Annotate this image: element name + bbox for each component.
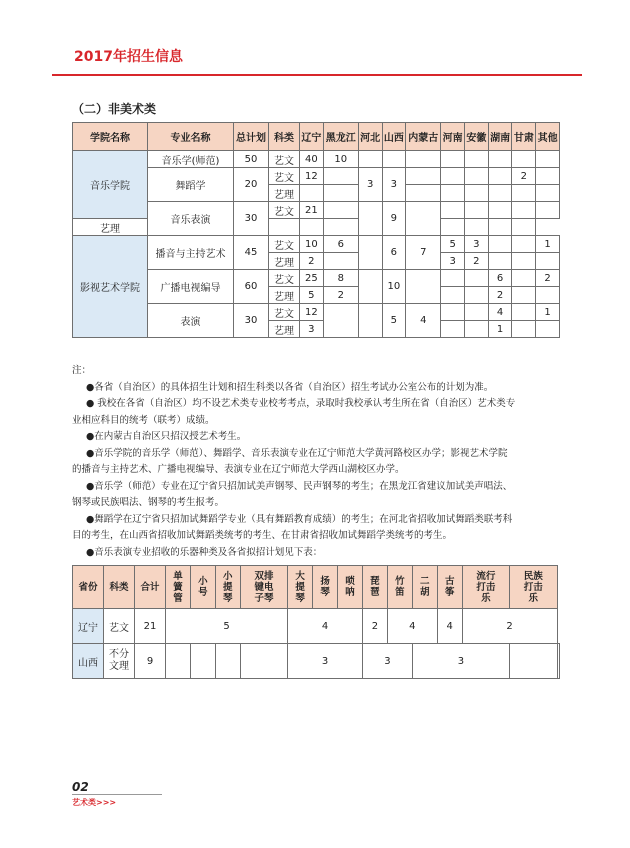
- cell: [465, 304, 489, 321]
- cell: [536, 202, 560, 219]
- cell: [240, 644, 287, 679]
- cell: 10: [323, 151, 358, 168]
- major-cell: 音乐表演: [148, 202, 234, 236]
- cell: [488, 253, 512, 270]
- province-cell: 辽宁: [73, 609, 104, 644]
- cell: 3: [465, 236, 489, 253]
- cell: [358, 202, 382, 236]
- cell: [488, 202, 512, 219]
- group-cell: 4: [288, 609, 363, 644]
- col-yangqin: 扬 琴: [313, 566, 338, 609]
- cell: 5: [300, 287, 324, 304]
- total-cell: 20: [234, 168, 269, 202]
- table-row: [73, 219, 560, 236]
- col-violin: 小 提 琴: [215, 566, 240, 609]
- note-6a: ●舞蹈学在辽宁省只招加试舞蹈学专业（具有舞蹈教育成绩）的考生；在河北省招收加试舞蹈类联考科: [86, 513, 513, 525]
- cell: [300, 219, 324, 236]
- total-cell: 60: [234, 270, 269, 304]
- col-henan: 河南: [441, 123, 465, 151]
- cell: 10: [382, 270, 406, 304]
- total-cell: 45: [234, 236, 269, 270]
- note-1: ●各省（自治区）的具体招生计划和招生科类以各省（自治区）招生考试办公室公布的计划为准。: [86, 381, 494, 393]
- cell: [488, 185, 512, 202]
- cell: 2: [536, 270, 560, 287]
- cell: 9: [382, 202, 406, 236]
- cell: [465, 287, 489, 304]
- note-7: ●音乐表演专业招收的乐器种类及各省拟招计划见下表：: [86, 546, 323, 558]
- notes-label: 注：: [72, 365, 92, 376]
- note-4a: ●音乐学院的音乐学（师范）、舞蹈学、音乐表演专业在辽宁师范大学黄河路校区办学；影视艺术学院: [86, 447, 508, 459]
- col-category: 科类: [104, 566, 135, 609]
- cell: 21: [300, 202, 324, 219]
- group-cell: 3: [412, 644, 509, 679]
- major-cell: 广播电视编导: [148, 270, 234, 304]
- cell: [406, 151, 441, 168]
- cell: [358, 270, 382, 304]
- plan-table: [72, 122, 560, 338]
- category-cell: 艺文: [269, 151, 300, 168]
- cell: [465, 270, 489, 287]
- note-5a: ●音乐学（师范）专业在辽宁省只招加试美声钢琴、民声钢琴的考生；在黑龙江省建议加试美声唱法、: [86, 480, 513, 492]
- cell: [441, 202, 465, 219]
- group-cell: 5: [166, 609, 288, 644]
- category-cell: 不分 文理: [104, 644, 135, 679]
- cell: 2: [512, 168, 536, 185]
- col-anhui: 安徽: [465, 123, 489, 151]
- college-film: 影视艺术学院: [73, 236, 148, 338]
- category-cell: 艺文: [104, 609, 135, 644]
- cell: [406, 185, 441, 202]
- cell: [441, 185, 465, 202]
- cell: 3: [382, 168, 406, 202]
- cell: [406, 270, 441, 304]
- col-category: 科类: [269, 123, 300, 151]
- cell: 12: [300, 304, 324, 321]
- cell: [382, 151, 406, 168]
- cell: 5: [382, 304, 406, 338]
- cell: [536, 287, 560, 304]
- col-pipa: 琵 琶: [362, 566, 387, 609]
- cell: [358, 236, 382, 270]
- major-cell: 舞蹈学: [148, 168, 234, 202]
- cell: 7: [406, 236, 441, 270]
- group-cell: 4: [387, 609, 437, 644]
- category-cell: 艺理: [269, 287, 300, 304]
- col-hunan: 湖南: [488, 123, 512, 151]
- col-suona: 唢 呐: [338, 566, 363, 609]
- note-4b: 的播音与主持艺术、广播电视编导、表演专业在辽宁师范大学西山湖校区办学。: [72, 464, 405, 475]
- col-neimenggu: 内蒙古: [406, 123, 441, 151]
- cell: 8: [323, 270, 358, 287]
- cell: [358, 304, 382, 338]
- major-cell: 音乐学(师范): [148, 151, 234, 168]
- table-header-row: [73, 566, 560, 609]
- col-electone: 双排 键电 子琴: [240, 566, 287, 609]
- col-guzheng: 古 筝: [437, 566, 462, 609]
- cell: [512, 270, 536, 287]
- cell: 2: [465, 253, 489, 270]
- header-rule: [52, 74, 582, 76]
- col-gansu: 甘肃: [512, 123, 536, 151]
- cell: [512, 304, 536, 321]
- col-cello: 大 提 琴: [288, 566, 313, 609]
- cell: 2: [362, 609, 387, 644]
- page-header: [52, 46, 582, 76]
- cell: [441, 168, 465, 185]
- col-hebei: 河北: [358, 123, 382, 151]
- cell: [323, 304, 358, 338]
- cell: [269, 219, 300, 236]
- category-cell: 艺文: [269, 168, 300, 185]
- cell: [441, 270, 465, 287]
- category-cell: 艺理: [269, 253, 300, 270]
- cell: 4: [488, 304, 512, 321]
- cell: [406, 202, 441, 236]
- cell: 12: [300, 168, 324, 185]
- col-erhu: 二 胡: [412, 566, 437, 609]
- major-cell: 表演: [148, 304, 234, 338]
- footer-rule: [72, 794, 162, 795]
- cell: [465, 151, 489, 168]
- cell: [488, 236, 512, 253]
- col-total: 总计划: [234, 123, 269, 151]
- cell: 6: [323, 236, 358, 253]
- cell: [441, 219, 465, 236]
- col-clarinet: 单 簧 管: [166, 566, 191, 609]
- category-cell: 艺文: [269, 270, 300, 287]
- col-liaoning: 辽宁: [300, 123, 324, 151]
- cell: 3: [441, 253, 465, 270]
- table-row: [73, 644, 560, 679]
- col-trumpet: 小 号: [190, 566, 215, 609]
- notes: [72, 363, 564, 561]
- cell: [536, 185, 560, 202]
- col-college: 学院名称: [73, 123, 148, 151]
- cell: [536, 321, 560, 338]
- cell: [441, 304, 465, 321]
- total-cell: 50: [234, 151, 269, 168]
- cell: [465, 219, 489, 236]
- cell: [441, 151, 465, 168]
- cell: [215, 644, 240, 679]
- cell: [358, 151, 382, 168]
- cell: [536, 253, 560, 270]
- col-folk-percussion: 民族 打击 乐: [510, 566, 557, 609]
- category-cell: 艺理: [73, 219, 148, 236]
- cell: [323, 202, 358, 219]
- cell: [406, 168, 441, 185]
- cell: [465, 321, 489, 338]
- cell: [323, 168, 358, 185]
- note-2b: 业相应科目的统考（联考）成绩。: [72, 414, 215, 426]
- cell: [323, 253, 358, 270]
- college-music: 音乐学院: [73, 151, 148, 219]
- note-5b: 钢琴或民族唱法、钢琴的考生报考。: [72, 497, 225, 508]
- category-cell: 艺文: [269, 202, 300, 219]
- cell: 4: [406, 304, 441, 338]
- major-cell: 播音与主持艺术: [148, 236, 234, 270]
- col-shanxi: 山西: [382, 123, 406, 151]
- cell: [512, 287, 536, 304]
- group-cell: 3: [362, 644, 412, 679]
- instrument-table: [72, 565, 560, 679]
- table-row: [73, 609, 560, 644]
- cell: [536, 168, 560, 185]
- col-dizi: 竹 笛: [387, 566, 412, 609]
- cell: [488, 151, 512, 168]
- cell: [512, 185, 536, 202]
- cell: [510, 644, 557, 679]
- cell: 3: [358, 168, 382, 202]
- table-row: [73, 236, 560, 253]
- note-6b: 目的考生，在山西省招收加试舞蹈类统考的考生、在甘肃省招收加试舞蹈学类统考的考生。: [72, 530, 453, 541]
- cell: [441, 287, 465, 304]
- cell: 2: [323, 287, 358, 304]
- category-cell: 艺文: [269, 236, 300, 253]
- cell: [300, 185, 324, 202]
- cell: [465, 202, 489, 219]
- cell: 2: [300, 253, 324, 270]
- cell: [512, 219, 536, 236]
- note-2a: ● 我校在各省（自治区）均不设艺术类专业校考考点，录取时我校承认考生所在省（自治区）艺术类专: [86, 398, 516, 409]
- category-cell: 艺理: [269, 185, 300, 202]
- note-3: ●在内蒙古自治区只招汉授艺术考生。: [86, 431, 247, 442]
- province-cell: 山西: [73, 644, 104, 679]
- cell: [512, 321, 536, 338]
- cell: [190, 644, 215, 679]
- cell: [512, 253, 536, 270]
- cell: 1: [488, 321, 512, 338]
- cell: [512, 202, 536, 219]
- section-title: （二）非美术类: [72, 102, 157, 116]
- cell: [465, 185, 489, 202]
- cell: [488, 219, 512, 236]
- cell: 40: [300, 151, 324, 168]
- cell: 6: [488, 270, 512, 287]
- col-heilongjiang: 黑龙江: [323, 123, 358, 151]
- cell: 6: [382, 236, 406, 270]
- total-cell: 30: [234, 202, 269, 236]
- cell: [465, 168, 489, 185]
- category-cell: 艺理: [269, 321, 300, 338]
- col-total: 合计: [135, 566, 166, 609]
- cell: [488, 168, 512, 185]
- col-major: 专业名称: [148, 123, 234, 151]
- group-cell: 2: [462, 609, 557, 644]
- cell: [512, 236, 536, 253]
- total-cell: 30: [234, 304, 269, 338]
- col-province: 省份: [73, 566, 104, 609]
- cell: 1: [536, 236, 560, 253]
- cell: [166, 644, 191, 679]
- cell: 3: [300, 321, 324, 338]
- total-cell: 9: [135, 644, 166, 679]
- page-number: 02: [72, 780, 89, 794]
- col-other: 其他: [536, 123, 560, 151]
- cell: 4: [437, 609, 462, 644]
- cell: [512, 151, 536, 168]
- table-header-row: [73, 123, 560, 151]
- cell: 25: [300, 270, 324, 287]
- col-pop-percussion: 流行 打击 乐: [462, 566, 509, 609]
- group-cell: 3: [288, 644, 363, 679]
- cell: [323, 219, 358, 236]
- cell: 5: [441, 236, 465, 253]
- cell: [323, 185, 358, 202]
- total-cell: 21: [135, 609, 166, 644]
- cell: 10: [300, 236, 324, 253]
- category-cell: 艺文: [269, 304, 300, 321]
- header-title: 2017年招生信息: [74, 49, 183, 65]
- cell: [557, 644, 559, 679]
- footer-tag: 艺术类>>>: [72, 798, 117, 807]
- cell: [536, 151, 560, 168]
- cell: [441, 321, 465, 338]
- cell: 2: [488, 287, 512, 304]
- cell: 1: [536, 304, 560, 321]
